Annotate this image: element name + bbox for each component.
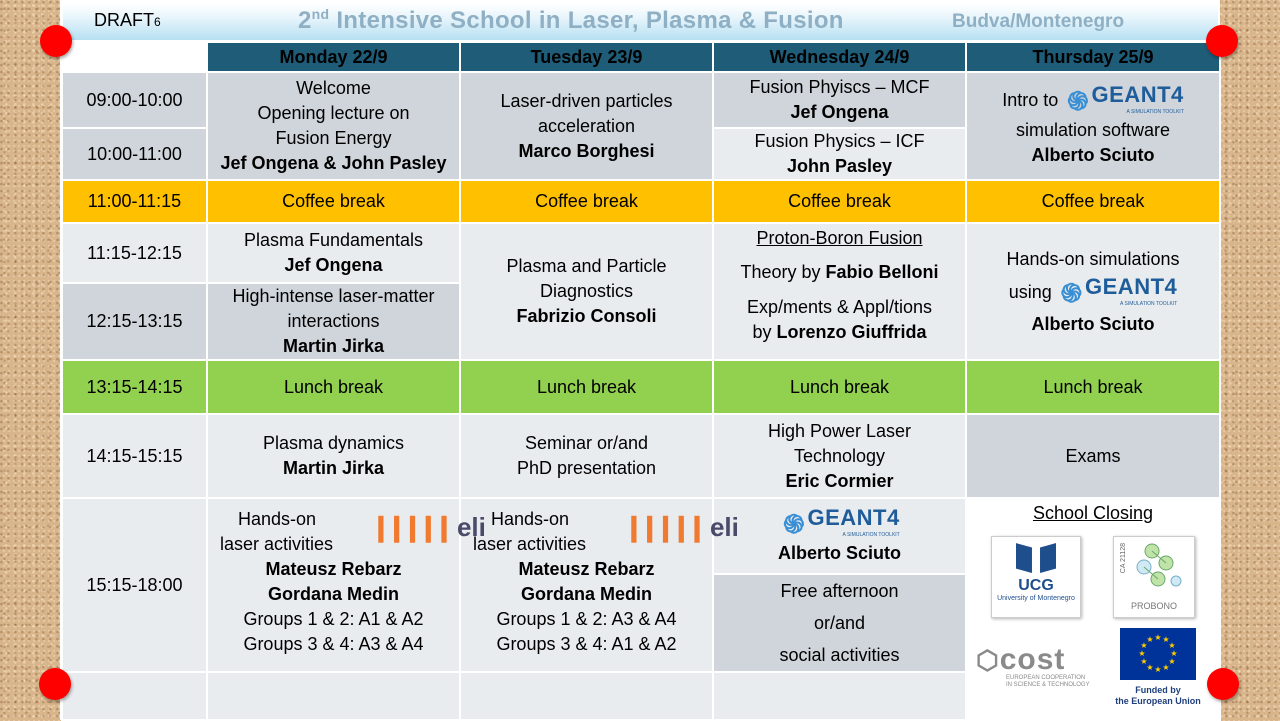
svg-text:★: ★ [1162, 663, 1170, 672]
svg-text:★: ★ [1162, 635, 1170, 644]
empty-cell [713, 672, 966, 720]
session-thu-exams: Exams [966, 414, 1220, 498]
session-wed-mcf: Fusion Phyiscs – MCF Jef Ongena [713, 72, 966, 128]
page-title: 2nd Intensive School in Laser, Plasma & Fusion [298, 6, 844, 34]
day-header-monday: Monday 22/9 [207, 42, 460, 72]
time-slot: 10:00-11:00 [62, 128, 207, 180]
coffee-break-cell: Coffee break [966, 180, 1220, 223]
svg-text:★: ★ [1154, 633, 1162, 642]
session-mon-laser-activities: Hands-on laser activities ❙❙❙❙❙ eli Mateusz Rebarz Gordana Medin Groups 1 & 2: A1 & A2 Groups 3 & 4: A3 & A4 [207, 498, 460, 672]
session-thu-hands-on-sim: Hands-on simulations using ֍ GEANT4 A SIMULATION TOOLKIT Alberto Sciuto [966, 223, 1220, 360]
session-tue-seminar: Seminar or/and PhD presentation [460, 414, 713, 498]
session-mon-plasma-fundamentals: Plasma Fundamentals Jef Ongena [207, 223, 460, 283]
svg-text:★: ★ [1140, 641, 1148, 650]
time-slot: 15:15-18:00 [62, 498, 207, 672]
svg-text:★: ★ [1168, 657, 1176, 666]
empty-cell [460, 672, 713, 720]
geant4-logo: ֍ GEANT4 A SIMULATION TOOLKIT [1067, 82, 1184, 116]
coffee-break-cell: Coffee break [207, 180, 460, 223]
day-header-thursday: Thursday 25/9 [966, 42, 1220, 72]
svg-text:★: ★ [1168, 641, 1176, 650]
empty-cell [207, 672, 460, 720]
pin-bottom-right [1207, 668, 1239, 700]
session-tue-diagnostics: Plasma and Particle Diagnostics Fabrizio Consoli [460, 223, 713, 360]
time-slot: 12:15-13:15 [62, 283, 207, 360]
svg-text:★: ★ [1140, 657, 1148, 666]
day-header-wednesday: Wednesday 24/9 [713, 42, 966, 72]
schedule-table [61, 41, 1221, 721]
eli-logo: ❙❙❙❙❙ eli [370, 512, 486, 542]
pin-bottom-left [39, 668, 71, 700]
eu-flag-logo: ★ ★ ★ ★ ★ ★ ★ ★ ★ ★ ★ ★ Funded by the European Union [1113, 628, 1203, 712]
time-slot: 11:15-12:15 [62, 223, 207, 283]
svg-text:★: ★ [1146, 635, 1154, 644]
time-slot: 09:00-10:00 [62, 72, 207, 128]
time-slot: 11:00-11:15 [62, 180, 207, 223]
lunch-break-cell: Lunch break [713, 360, 966, 414]
session-mon-laser-matter: High-intense laser-matter interactions Martin Jirka [207, 283, 460, 360]
session-mon-plasma-dynamics: Plasma dynamics Martin Jirka [207, 414, 460, 498]
lunch-break-cell: Lunch break [207, 360, 460, 414]
geant4-logo: ֍ GEANT4 A SIMULATION TOOLKIT [1060, 273, 1178, 308]
corner-cell [62, 42, 207, 72]
session-wed-proton-boron: Proton-Boron Fusion Theory by Fabio Belloni Exp/ments & Appl/tions by Lorenzo Giuffrida [713, 223, 966, 360]
pin-top-right [1206, 25, 1238, 57]
session-wed-geant-sim: ֍ GEANT4 A SIMULATION TOOLKIT Alberto Sciuto [713, 498, 966, 574]
session-thu-closing: School Closing [966, 498, 1220, 720]
svg-text:★: ★ [1138, 649, 1146, 658]
time-slot: 14:15-15:15 [62, 414, 207, 498]
lunch-break-cell: Lunch break [460, 360, 713, 414]
draft-label: DRAFT6 [94, 10, 161, 30]
time-slot: 13:15-14:15 [62, 360, 207, 414]
coffee-break-cell: Coffee break [713, 180, 966, 223]
pin-top-left [40, 25, 72, 57]
session-wed-free-afternoon: Free afternoon or/and social activities [713, 574, 966, 672]
eli-logo: ❙❙❙❙❙ eli [623, 512, 739, 542]
geant4-logo: ֍ GEANT4 A SIMULATION TOOLKIT [783, 504, 900, 539]
svg-text:★: ★ [1170, 649, 1178, 658]
cost-logo: ⬡cost EUROPEAN COOPERATION IN SCIENCE & TECHNOLOGY [976, 643, 1090, 688]
session-thu-geant-intro: Intro to ֍ GEANT4 A SIMULATION TOOLKIT simulation software Alberto Sciuto [966, 72, 1220, 180]
ucg-logo: UCG University of Montenegro [991, 536, 1081, 618]
svg-text:★: ★ [1146, 663, 1154, 672]
session-tue-laser-particles: Laser-driven particles acceleration Marco Borghesi [460, 72, 713, 180]
session-wed-icf: Fusion Physics – ICF John Pasley [713, 128, 966, 180]
session-tue-laser-activities: Hands-on laser activities ❙❙❙❙❙ eli Mateusz Rebarz Gordana Medin Groups 1 & 2: A3 & A4 Groups 3 & 4: A1 & A2 [460, 498, 713, 672]
location-label: Budva/Montenegro [952, 11, 1125, 32]
lunch-break-cell: Lunch break [966, 360, 1220, 414]
svg-text:★: ★ [1154, 665, 1162, 674]
probono-logo: CA 21128 PROBONO [1113, 536, 1195, 618]
session-mon-opening: Welcome Opening lecture on Fusion Energy Jef Ongena & John Pasley [207, 72, 460, 180]
session-wed-laser-technology: High Power Laser Technology Eric Cormier [713, 414, 966, 498]
empty-cell [62, 672, 207, 720]
day-header-tuesday: Tuesday 23/9 [460, 42, 713, 72]
coffee-break-cell: Coffee break [460, 180, 713, 223]
